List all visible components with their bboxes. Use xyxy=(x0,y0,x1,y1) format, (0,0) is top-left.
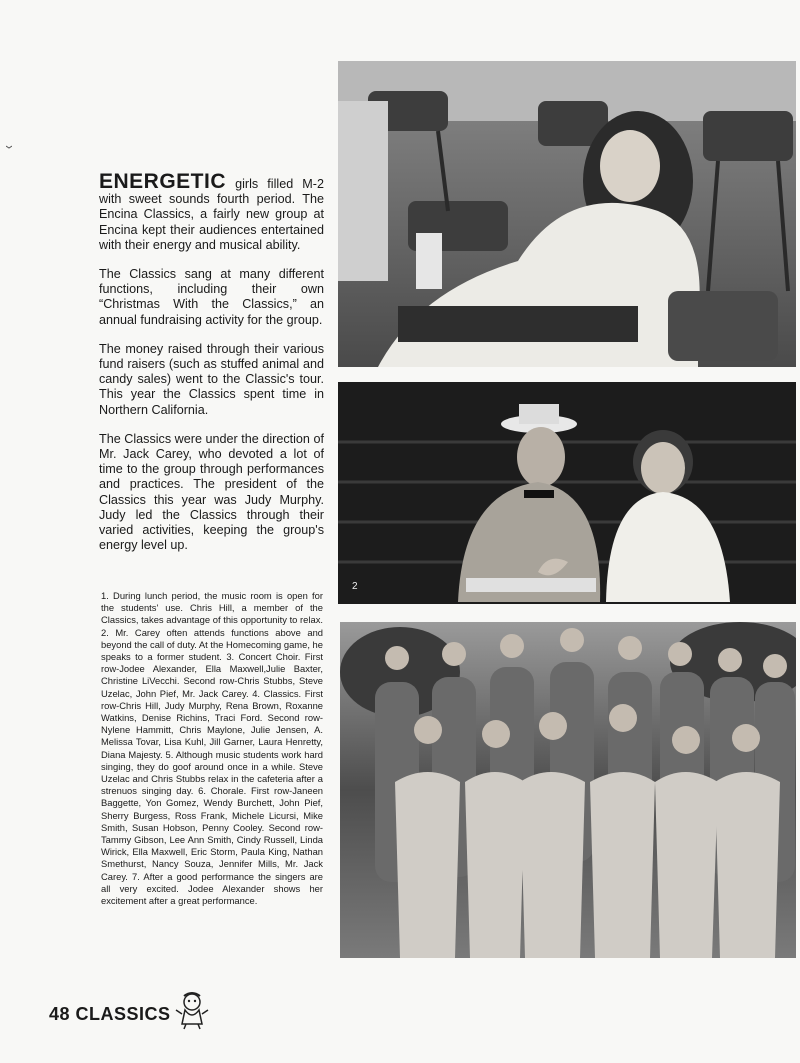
paragraph-3: The money raised through their various fund raisers (such as stuffed animal and candy sales) went to the Classic's tour. This year the Classics spent time in Northern California. xyxy=(99,341,324,417)
paragraph-2: The Classics sang at many different functions, including their own “Christmas With the Classics,” an annual fundraising activity for the group. xyxy=(99,267,324,327)
paragraph-1-text: girls filled M-2 with sweet sounds fourth period. The Encina Classics, a fairly new group at Encina kept their audiences entertained with their energy and musical ability. xyxy=(99,177,324,252)
page-folio: 48 CLASSICS xyxy=(49,1004,171,1024)
photo-homecoming xyxy=(338,382,796,604)
body-text xyxy=(99,170,324,567)
mascot-logo-icon xyxy=(172,990,212,1030)
photo-classics-group xyxy=(340,622,796,958)
paragraph-1 xyxy=(99,170,324,253)
photo-captions: 1. During lunch period, the music room is open for the students' use. Chris Hill, a member of the Classics, takes advantage of this opportunity to relax. 2. Mr. Carey often attends functions above and beyond the call of duty. At the Homecoming game, he speaks to a former student. 3. Concert Choir. First row-Jodee Alexander, Ella Maxwell,Julie Baxter, Christine LiVecchi. Second row-Chris Stubbs, Steve Uzelac, John Pief, Mr. Jack Carey. 4. Classics. First row-Chris Hill, Judy Murphy, Rena Brown, Roxanne Watkins, Denise Richins, Traci Ford. Second row-Nylene Hammitt, Chris Maylone, Julie Jensen, A. Melissa Tovar, Lisa Kuhl, Jill Garner, Laura Henretty, Diana Majesty. 5. Although music students work hard singing, they do goof around once in a while. Steve Uzelac and Chris Stubbs relax in the cafeteria after a strenuos singing day. 6. Chorale. First row-Janeen Baggette, Yon Gomez, Wendy Burchett, John Pief, Sherry Burgess, Ross Frank, Michele Licursi, Mike Smith, Susan Hobson, Penny Cooley. Second row-Tammy Gibson, Lee Ann Smith, Cindy Russell, Linda Wirick, Ella Maxwell, Eric Storm, Paula King, Nathan Smethurst, Nancy Souza, Jennifer Mills, Mr. Jack Carey. 7. After a good performance the singers are all very excited. Jodee Alexander shows her excitement after a great performance. xyxy=(101,590,323,907)
scan-mark xyxy=(6,136,12,140)
photo-2-number: 2 xyxy=(352,581,358,592)
paragraph-4: The Classics were under the direction of Mr. Jack Carey, who devoted a lot of time to the group through performances and practices. The president of the Classics this year was Judy Murphy. Judy led the Classics through their varied activities, keeping the group's energy level up. xyxy=(99,431,324,553)
lead-word: ENERGETIC xyxy=(99,170,227,193)
photo-music-room xyxy=(338,61,796,367)
